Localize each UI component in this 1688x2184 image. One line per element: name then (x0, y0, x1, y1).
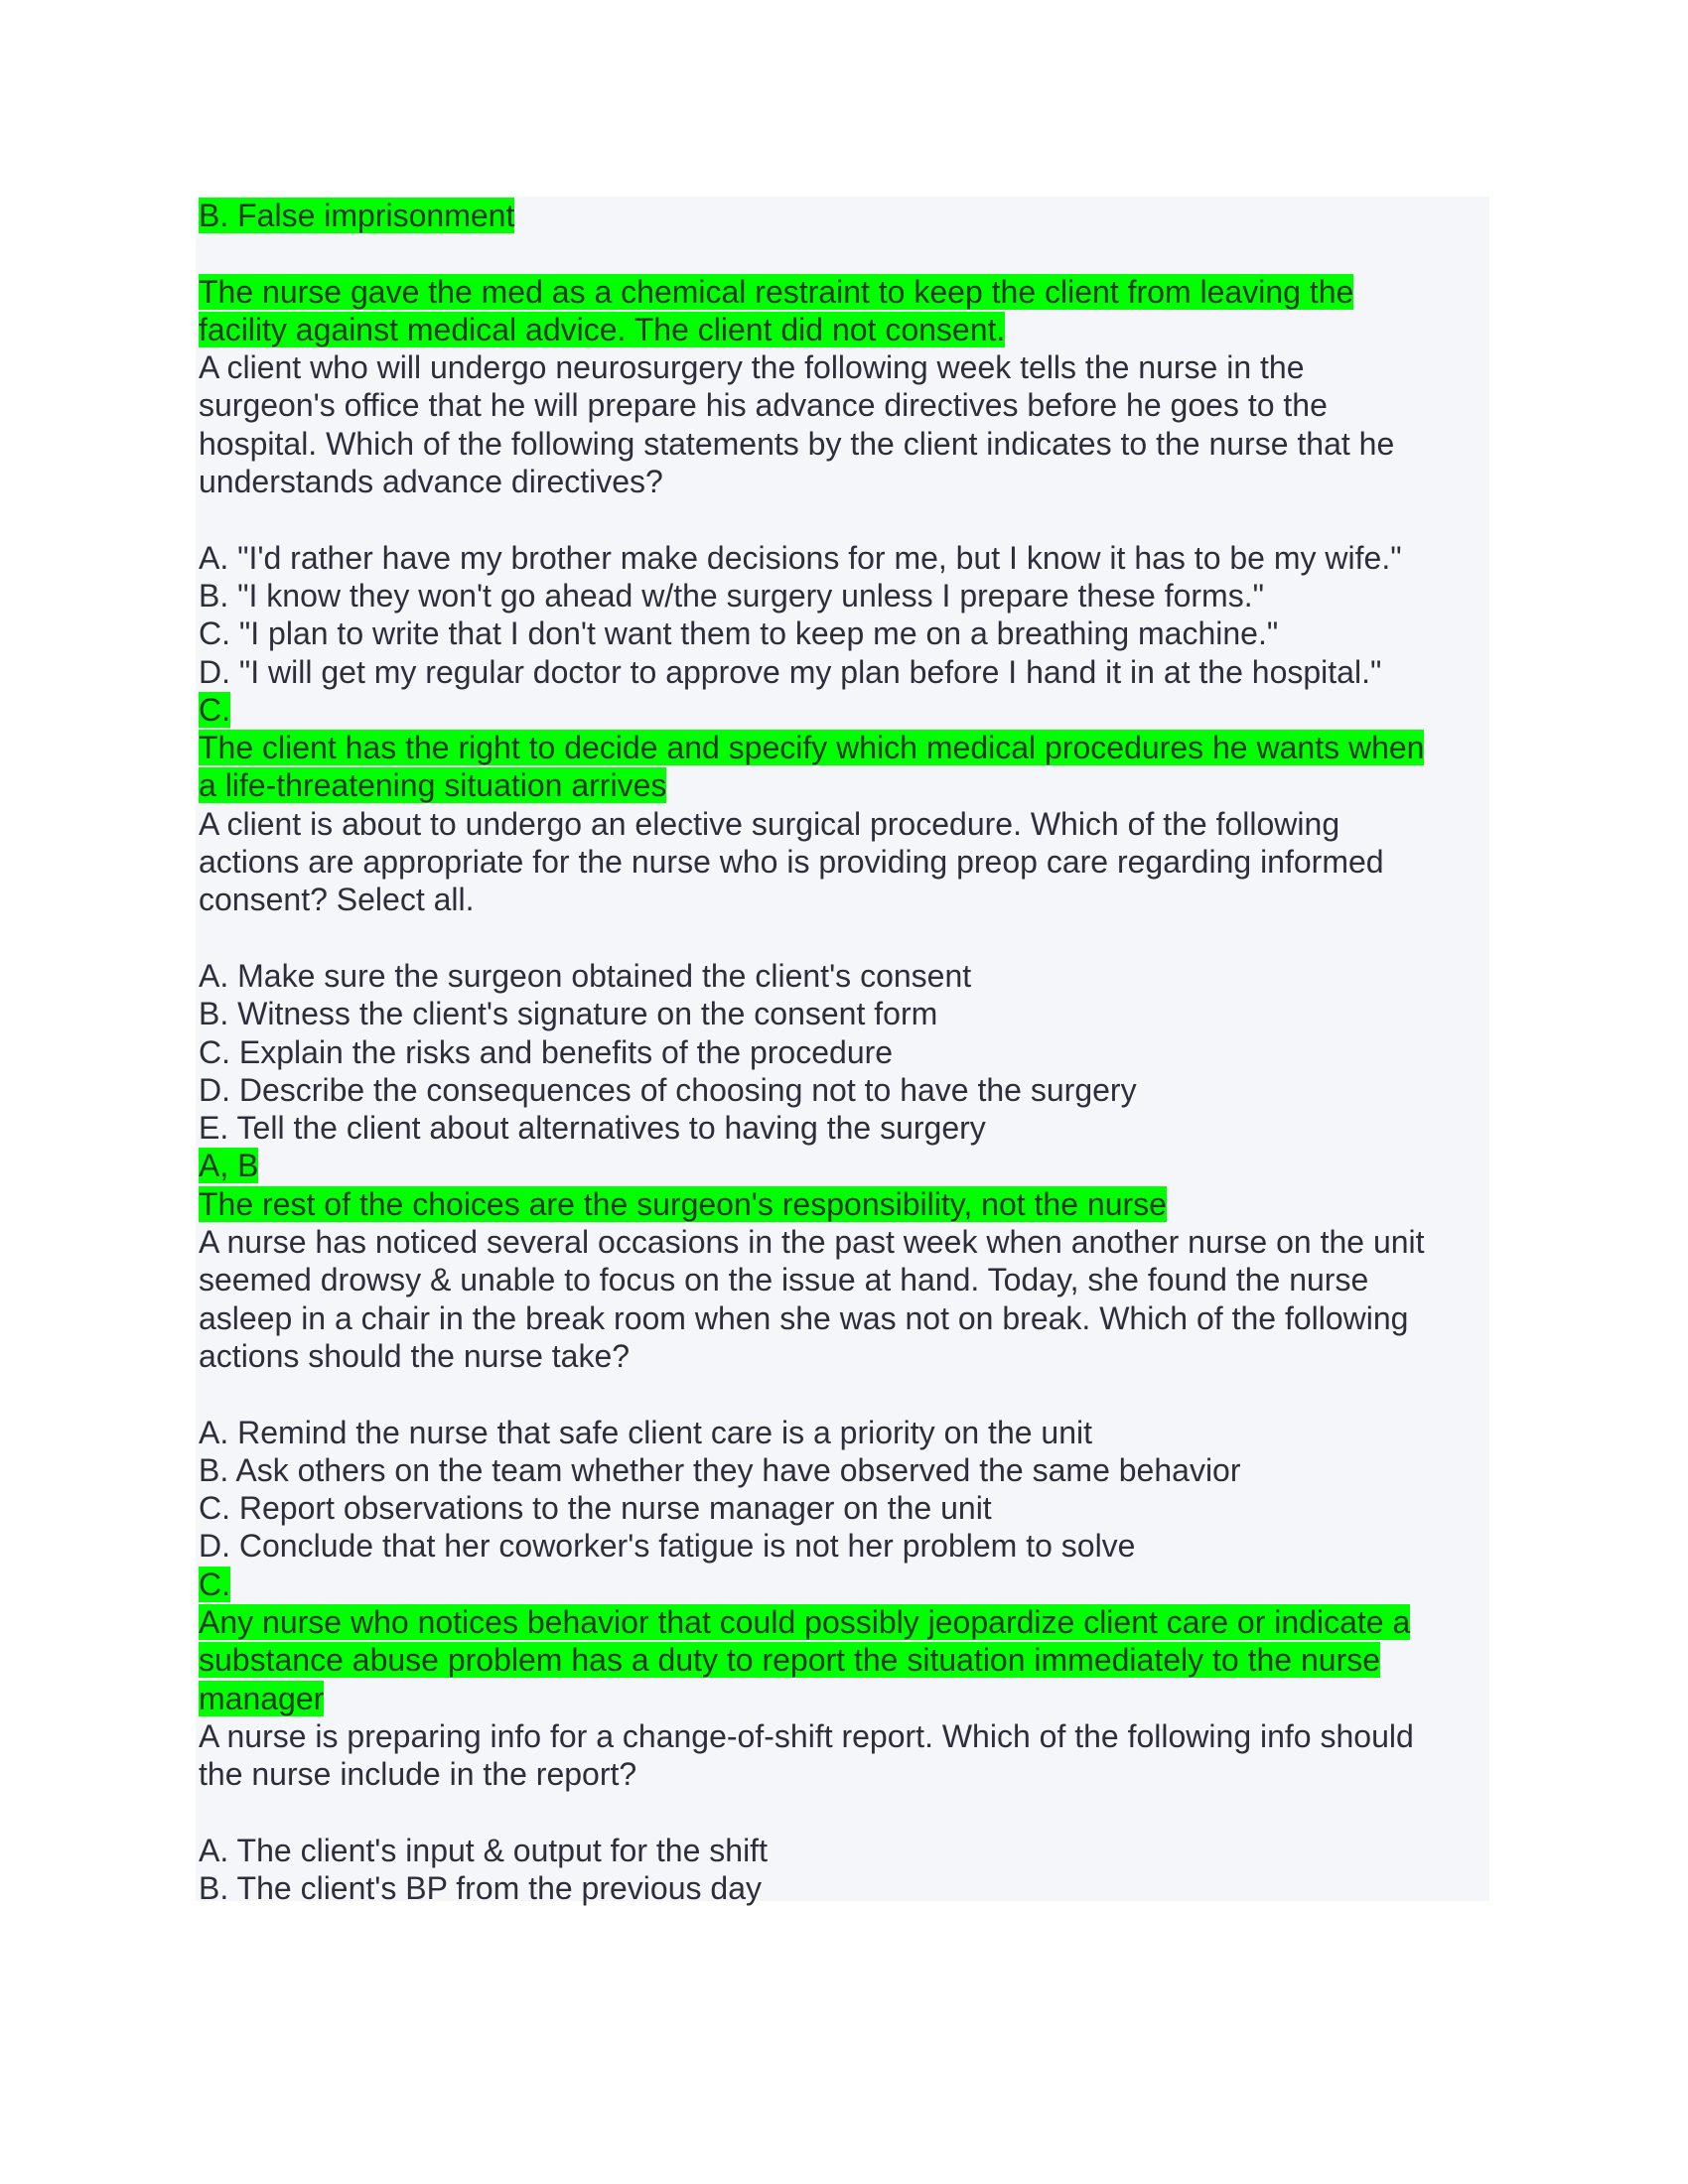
highlighted-line (199, 729, 1489, 766)
text-line (199, 1337, 1489, 1375)
text-line (199, 1489, 1489, 1527)
line-text: C. Explain the risks and benefits of the procedure (199, 1033, 894, 1070)
text-line (199, 1717, 1489, 1755)
blank-line (199, 234, 1489, 272)
text-line (199, 614, 1489, 652)
highlighted-text: The client has the right to decide and specify which medical procedures he wants when (199, 730, 1425, 766)
highlighted-line (199, 1641, 1489, 1679)
line-text: A. "I'd rather have my brother make decisions for me, but I know it has to be my wife." (199, 539, 1402, 576)
text-line (199, 1832, 1489, 1869)
highlighted-text: a life-threatening situation arrives (199, 767, 667, 804)
text-line (199, 1869, 1489, 1907)
highlighted-line (199, 766, 1489, 804)
highlighted-text: C. (199, 1566, 230, 1602)
highlighted-text: B. False imprisonment (199, 198, 515, 233)
text-line (199, 1033, 1489, 1071)
highlighted-line (199, 197, 1489, 234)
text-line (199, 995, 1489, 1032)
text-line (199, 1223, 1489, 1261)
blank-line (199, 1375, 1489, 1413)
text-line (199, 425, 1489, 463)
highlighted-text: C. (199, 691, 230, 728)
line-text: asleep in a chair in the break room when she was not on break. Which of the following (199, 1299, 1409, 1336)
line-text: D. Conclude that her coworker's fatigue is not her problem to solve (199, 1528, 1136, 1565)
line-text: the nurse include in the report? (199, 1756, 637, 1793)
line-text: D. Describe the consequences of choosing not to have the surgery (199, 1071, 1137, 1108)
line-text: A nurse is preparing info for a change-of-shift report. Which of the following info should (199, 1717, 1414, 1754)
line-text: C. "I plan to write that I don't want them to keep me on a breathing machine." (199, 615, 1279, 652)
highlighted-line (199, 1680, 1489, 1717)
line-text: hospital. Which of the following statements by the client indicates to the nurse that he (199, 425, 1395, 462)
text-line (199, 1109, 1489, 1147)
highlighted-text: substance abuse problem has a duty to report the situation immediately to the nurse (199, 1642, 1381, 1679)
line-text: A client who will undergo neurosurgery the following week tells the nurse in the (199, 349, 1305, 386)
text-line (199, 386, 1489, 424)
highlighted-text: Any nurse who notices behavior that could possibly jeopardize client care or indicate a (199, 1603, 1411, 1640)
line-text: actions are appropriate for the nurse who is providing preop care regarding informed (199, 844, 1384, 881)
highlighted-text: A, B (199, 1148, 259, 1184)
line-text: A nurse has noticed several occasions in the past week when another nurse on the unit (199, 1224, 1425, 1261)
document-text-block (196, 197, 1489, 1907)
text-line (199, 1414, 1489, 1451)
highlighted-text: manager (199, 1680, 325, 1716)
line-text: B. "I know they won't go ahead w/the surgery unless I prepare these forms." (199, 577, 1264, 614)
text-line (199, 805, 1489, 843)
line-text: B. The client's BP from the previous day (199, 1870, 762, 1907)
line-text: understands advance directives? (199, 464, 663, 500)
line-text: B. Ask others on the team whether they have observed the same behavior (199, 1451, 1241, 1488)
line-text: surgeon's office that he will prepare his advance directives before he goes to the (199, 387, 1328, 424)
line-text: A. The client's input & output for the shift (199, 1832, 768, 1868)
text-line (199, 1261, 1489, 1298)
highlighted-line (199, 1185, 1489, 1223)
blank-line (199, 1793, 1489, 1831)
text-line (199, 348, 1489, 386)
text-line (199, 1527, 1489, 1565)
line-text: actions should the nurse take? (199, 1337, 631, 1374)
text-line (199, 1299, 1489, 1337)
line-text: seemed drowsy & unable to focus on the issue at hand. Today, she found the nurse (199, 1262, 1369, 1298)
text-line (199, 957, 1489, 995)
line-text: A. Make sure the surgeon obtained the client's consent (199, 957, 972, 994)
blank-line (199, 500, 1489, 538)
line-text: A. Remind the nurse that safe client care is a priority on the unit (199, 1414, 1093, 1450)
blank-line (199, 919, 1489, 957)
text-line (199, 881, 1489, 918)
line-text: consent? Select all. (199, 882, 475, 918)
line-text: C. Report observations to the nurse manager on the unit (199, 1490, 992, 1527)
text-line (199, 577, 1489, 614)
highlighted-line (199, 311, 1489, 348)
highlighted-text: The nurse gave the med as a chemical restraint to keep the client from leaving the (199, 273, 1354, 310)
text-line (199, 463, 1489, 500)
highlighted-text: facility against medical advice. The client did not consent. (199, 311, 1006, 347)
highlighted-line (199, 1147, 1489, 1184)
highlighted-line (199, 691, 1489, 729)
text-line (199, 843, 1489, 881)
text-line (199, 1755, 1489, 1793)
highlighted-line (199, 273, 1489, 311)
highlighted-text: The rest of the choices are the surgeon's responsibility, not the nurse (199, 1185, 1167, 1222)
text-line (199, 1071, 1489, 1109)
text-line (199, 1451, 1489, 1489)
text-line (199, 653, 1489, 691)
highlighted-line (199, 1566, 1489, 1603)
line-text: E. Tell the client about alternatives to having the surgery (199, 1110, 986, 1147)
line-text: B. Witness the client's signature on the consent form (199, 996, 938, 1032)
text-line (199, 539, 1489, 577)
line-text: A client is about to undergo an elective surgical procedure. Which of the following (199, 805, 1340, 842)
highlighted-line (199, 1603, 1489, 1641)
line-text: D. "I will get my regular doctor to approve my plan before I hand it in at the hospital." (199, 653, 1382, 690)
